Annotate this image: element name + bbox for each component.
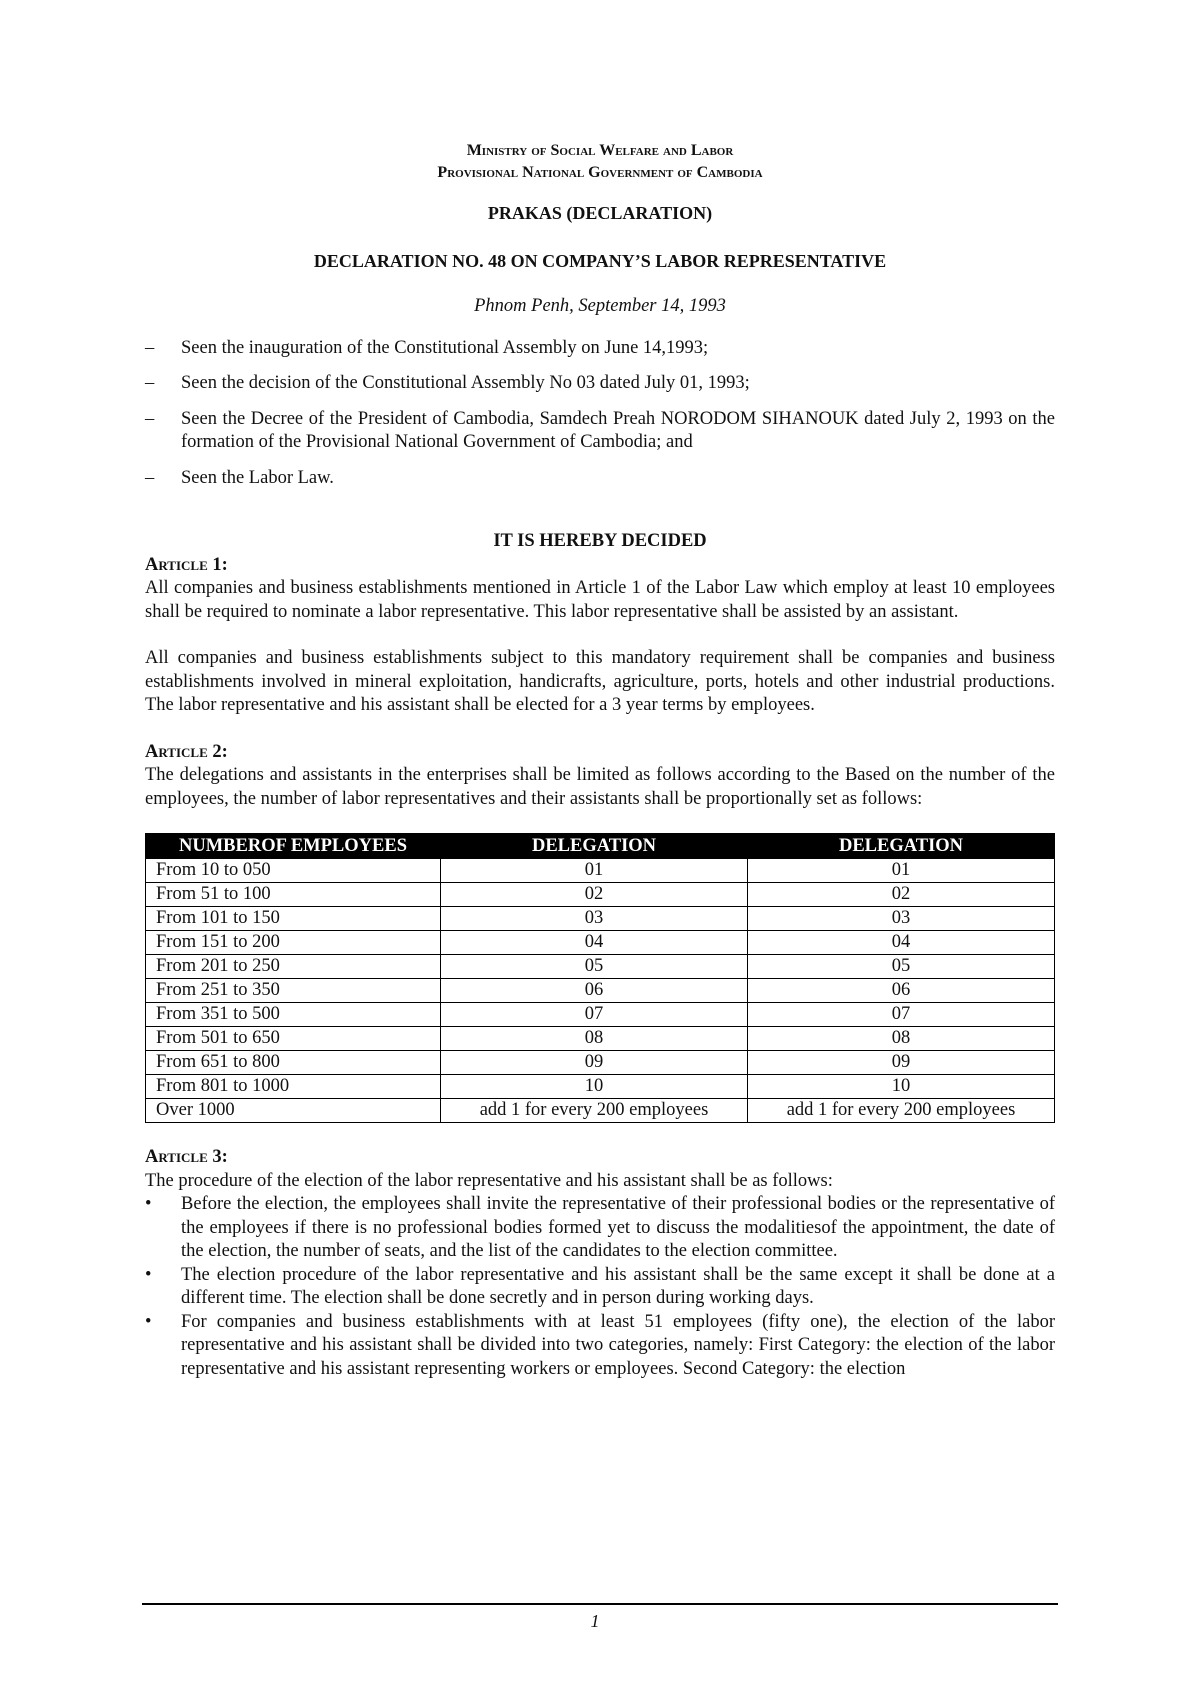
- table-cell: 09: [748, 1051, 1055, 1075]
- ministry-heading: Ministry of Social Welfare and Labor: [466, 142, 734, 159]
- table-cell: add 1 for every 200 employees: [748, 1099, 1055, 1123]
- article-2-paragraph: The delegations and assistants in the enterprises shall be limited as follows according to the Based on the number of the employees, the number of labor representatives and their assistants shall be proportionally set as follows:: [145, 765, 1055, 809]
- footer-rule: [142, 1603, 1058, 1605]
- table-cell: 03: [748, 907, 1055, 931]
- decided-heading: IT IS HEREBY DECIDED: [493, 531, 707, 551]
- employees-delegation-table: [145, 833, 1055, 1123]
- article-2-heading: Article 2:: [145, 741, 228, 762]
- article-3-bullet-list: [145, 1193, 1055, 1381]
- table-cell: 02: [441, 883, 748, 907]
- table-row: [146, 1075, 1055, 1099]
- table-cell: From 651 to 800: [146, 1051, 441, 1075]
- table-cell: 10: [748, 1075, 1055, 1099]
- table-cell: add 1 for every 200 employees: [441, 1099, 748, 1123]
- government-heading: Provisional National Government of Cambodia: [437, 164, 763, 181]
- table-cell: 05: [748, 955, 1055, 979]
- bullet-text: The election procedure of the labor representative and his assistant shall be the same except it shall be done at a different time. The election shall be done secretly and in person during working days.: [181, 1264, 1055, 1308]
- table-cell: 08: [441, 1027, 748, 1051]
- preamble-item: [145, 408, 1055, 455]
- table-cell: 05: [441, 955, 748, 979]
- document-body: [145, 140, 1055, 1381]
- table-cell: 06: [441, 979, 748, 1003]
- table-cell: From 101 to 150: [146, 907, 441, 931]
- dash-marker: –: [145, 337, 155, 358]
- table-row: [146, 1099, 1055, 1123]
- table-cell: 03: [441, 907, 748, 931]
- page-number: 1: [590, 1611, 600, 1631]
- bullet-marker: •: [145, 1311, 152, 1332]
- list-item: [145, 1311, 1055, 1382]
- table-cell: 07: [748, 1003, 1055, 1027]
- preamble-text: Seen the Decree of the President of Cambodia, Samdech Preah NORODOM SIHANOUK dated July 2, 1993 on the formation of the Provisional National Government of Cambodia; and: [181, 408, 1055, 452]
- article-3-intro: The procedure of the election of the labor representative and his assistant shall be as follows:: [145, 1170, 833, 1191]
- bullet-text: For companies and business establishments with at least 51 employees (fifty one), the election of the labor representative and his assistant shall be divided into two categories, namely: First Category: the election of the labor representative and his assistant representing workers or employees. Second Category: the election: [181, 1311, 1055, 1379]
- table-cell: From 251 to 350: [146, 979, 441, 1003]
- prakas-title: PRAKAS (DECLARATION): [487, 203, 713, 223]
- column-header: NUMBEROF EMPLOYEES: [146, 834, 441, 859]
- preamble-text: Seen the inauguration of the Constitutional Assembly on June 14,1993;: [181, 337, 709, 358]
- table-cell: 04: [748, 931, 1055, 955]
- table-row: [146, 931, 1055, 955]
- preamble-list: [145, 337, 1055, 491]
- bullet-text: Before the election, the employees shall invite the representative of their professional bodies or the representative of the employees if there is no professional bodies formed yet to discuss the modalitiesof the appointment, the date of the election, the number of seats, and the list of the candidates to the election committee.: [181, 1194, 1055, 1261]
- table-cell: From 801 to 1000: [146, 1075, 441, 1099]
- table-row: [146, 1027, 1055, 1051]
- table-cell: 01: [748, 859, 1055, 883]
- dash-marker: –: [145, 408, 155, 429]
- dash-marker: –: [145, 467, 155, 488]
- column-header: DELEGATION: [441, 834, 748, 859]
- preamble-text: Seen the decision of the Constitutional Assembly No 03 dated July 01, 1993;: [181, 373, 750, 393]
- article-1-heading: Article 1:: [145, 554, 228, 575]
- table-cell: From 201 to 250: [146, 955, 441, 979]
- dash-marker: –: [145, 373, 155, 393]
- table-cell: Over 1000: [146, 1099, 441, 1123]
- table-cell: 08: [748, 1027, 1055, 1051]
- article-1-paragraph-1: All companies and business establishments mentioned in Article 1 of the Labor Law which employ at least 10 employees shall be required to nominate a labor representative. This labor representative shall be assisted by an assistant.: [145, 578, 1055, 622]
- article-3-heading: Article 3:: [145, 1147, 228, 1167]
- table-row: [146, 907, 1055, 931]
- table-header-row: [146, 834, 1055, 859]
- preamble-text: Seen the Labor Law.: [181, 467, 334, 488]
- table-cell: 07: [441, 1003, 748, 1027]
- table-cell: From 151 to 200: [146, 931, 441, 955]
- table-row: [146, 955, 1055, 979]
- table-cell: From 351 to 500: [146, 1003, 441, 1027]
- table-cell: 01: [441, 859, 748, 883]
- preamble-item: [145, 467, 1055, 491]
- table-row: [146, 883, 1055, 907]
- table-row: [146, 979, 1055, 1003]
- table-row: [146, 1051, 1055, 1075]
- table-cell: 10: [441, 1075, 748, 1099]
- table-cell: 04: [441, 931, 748, 955]
- bullet-marker: •: [145, 1194, 152, 1214]
- declaration-title: DECLARATION NO. 48 ON COMPANY’S LABOR REPRESENTATIVE: [313, 250, 887, 271]
- table-row: [146, 859, 1055, 883]
- table-cell: From 10 to 050: [146, 859, 441, 883]
- table-row: [146, 1003, 1055, 1027]
- preamble-item: [145, 372, 1055, 396]
- table-cell: 02: [748, 883, 1055, 907]
- table-cell: 09: [441, 1051, 748, 1075]
- place-date: Phnom Penh, September 14, 1993: [474, 296, 726, 316]
- preamble-item: [145, 337, 1055, 361]
- column-header: DELEGATION: [748, 834, 1055, 859]
- table-cell: 06: [748, 979, 1055, 1003]
- list-item: [145, 1264, 1055, 1311]
- article-1-paragraph-2: All companies and business establishments subject to this mandatory requirement shall be companies and business establishments involved in mineral exploitation, handicrafts, agriculture, ports, hotels and other industrial productions. The labor representative and his assistant shall be elected for a 3 year terms by employees.: [145, 648, 1055, 715]
- list-item: [145, 1193, 1055, 1264]
- table-cell: From 501 to 650: [146, 1027, 441, 1051]
- table-cell: From 51 to 100: [146, 883, 441, 907]
- bullet-marker: •: [145, 1264, 152, 1285]
